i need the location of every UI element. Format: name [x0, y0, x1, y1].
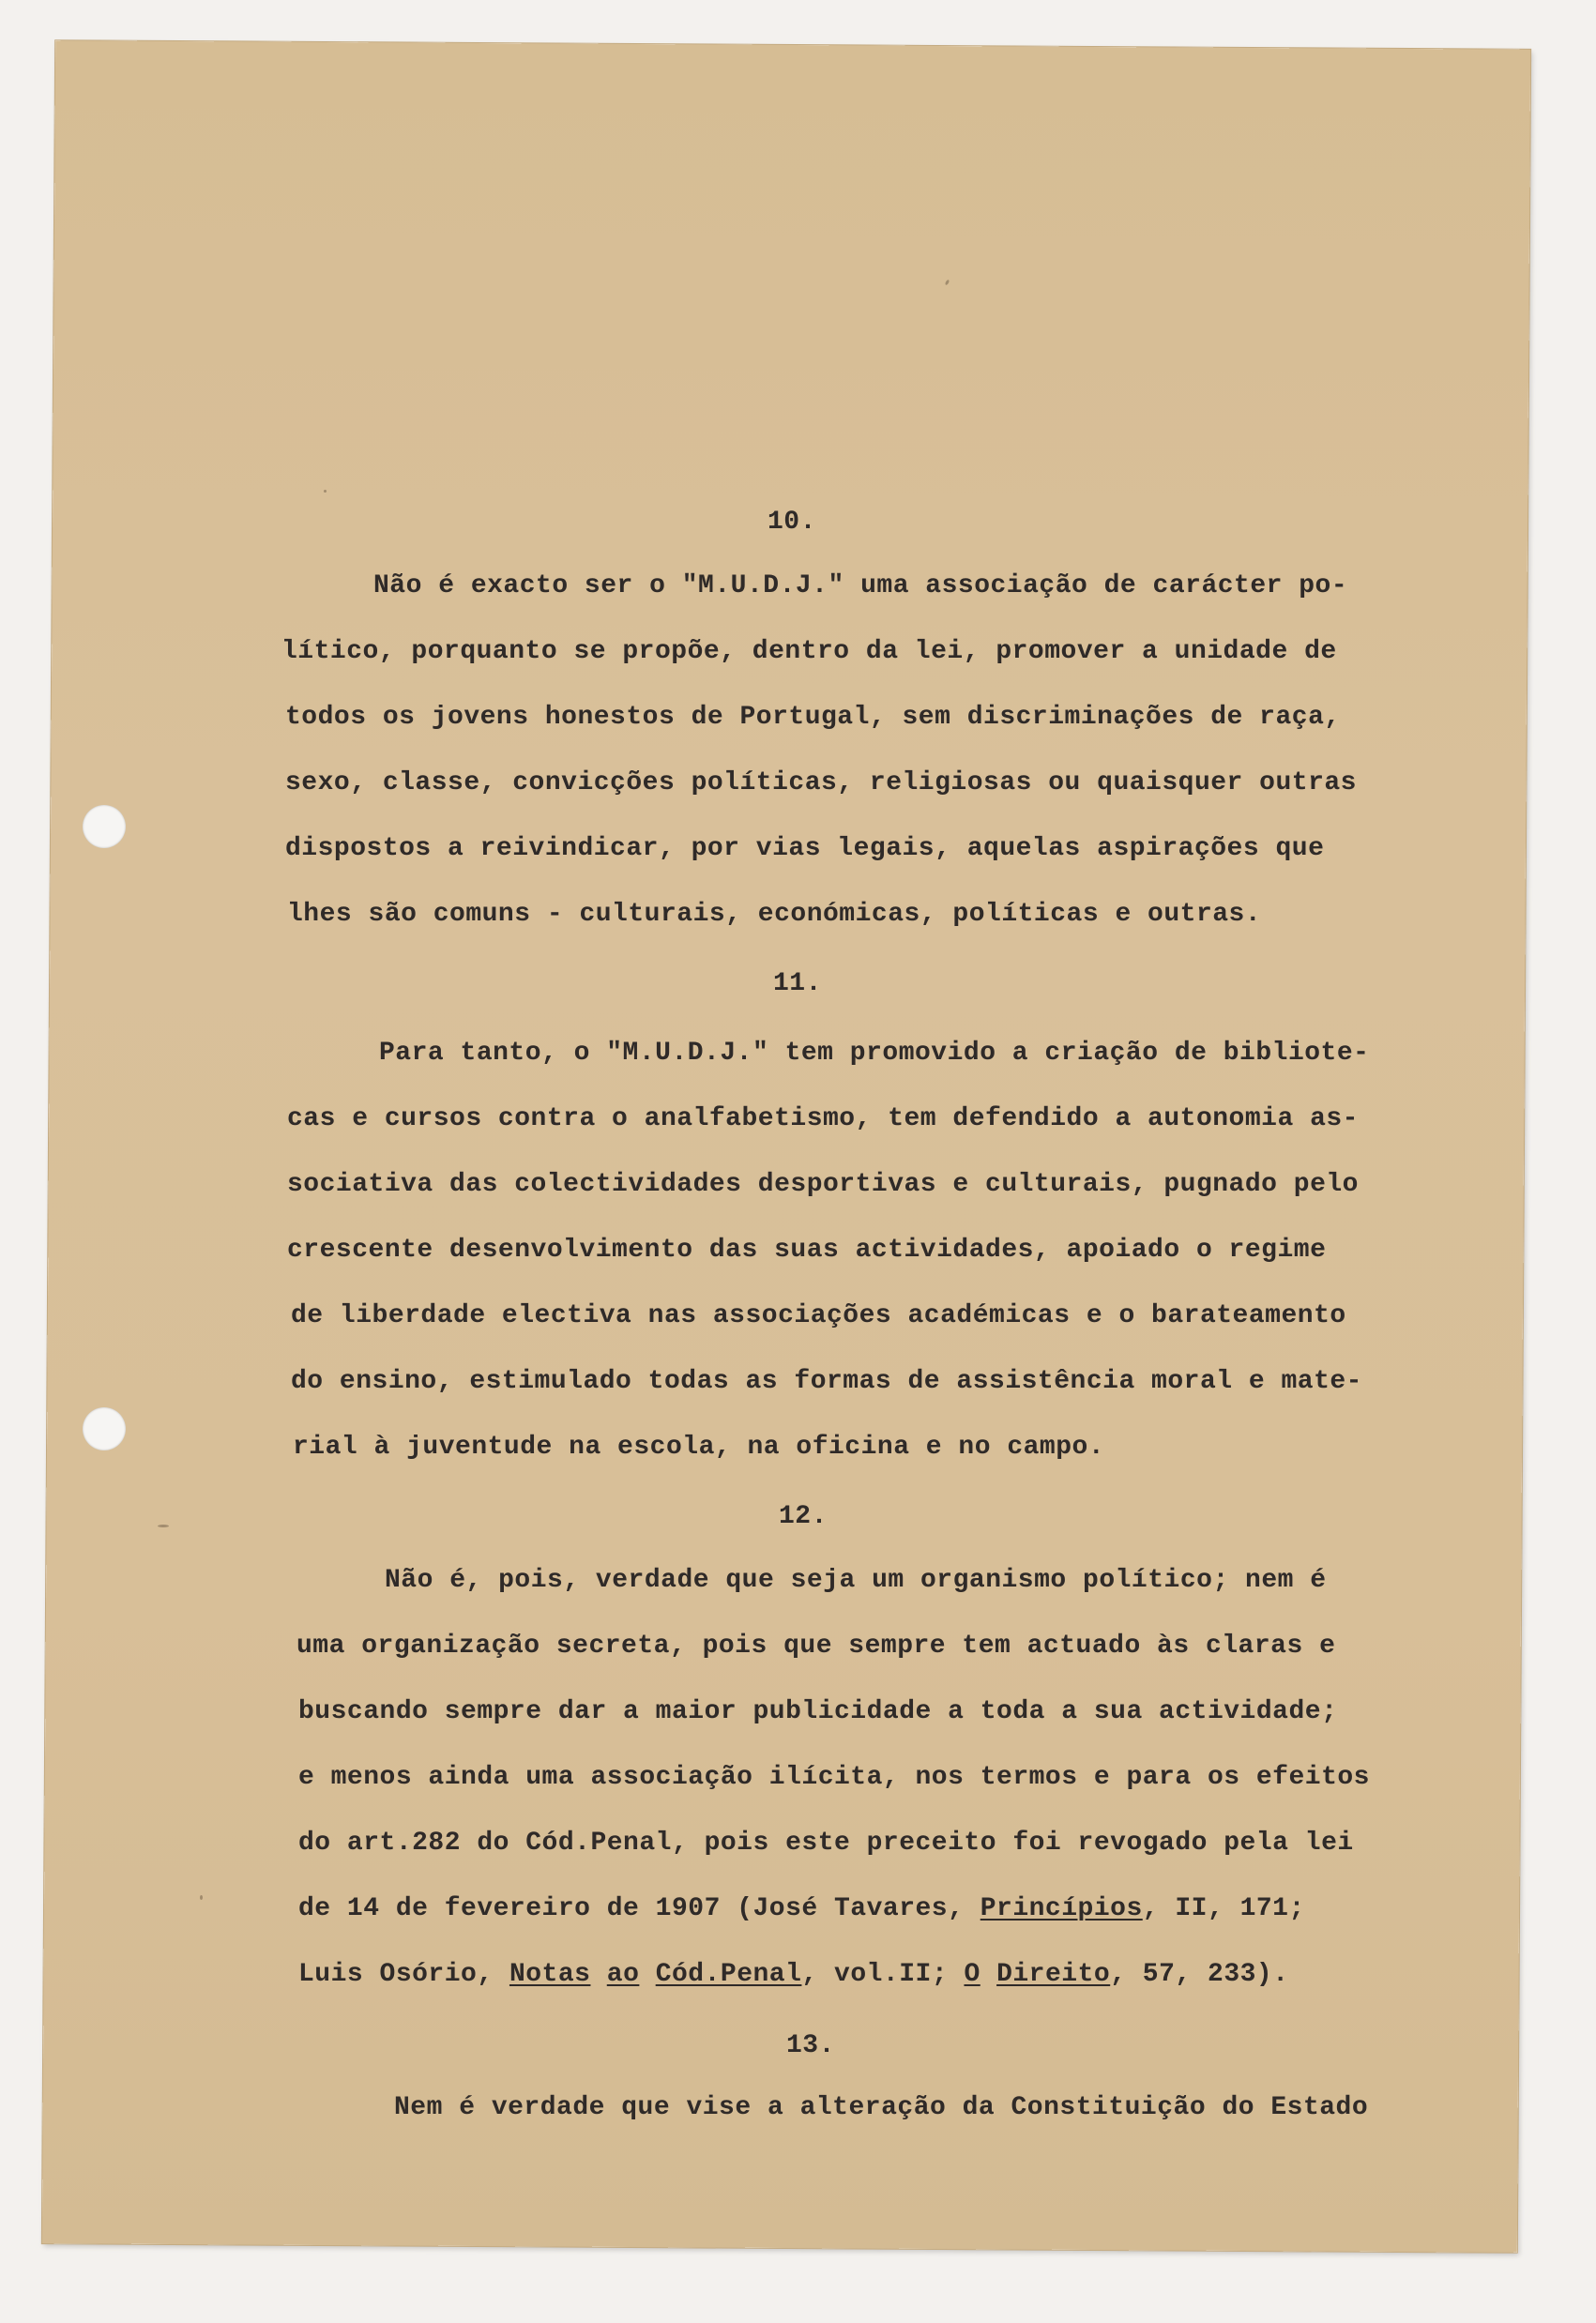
book-title: Cód.Penal — [655, 1960, 802, 1989]
paragraph-line: e menos ainda uma associação ilícita, nos termos e para os efeitos — [298, 1763, 1370, 1792]
citation-line — [298, 1893, 1305, 1925]
paragraph-line: lhes são comuns - culturais, económicas, políticas e outras. — [287, 900, 1262, 929]
citation-text: , 57, 233). — [1110, 1960, 1289, 1989]
space — [639, 1960, 655, 1989]
paragraph-line: de liberdade electiva nas associações académicas e o barateamento — [291, 1301, 1346, 1330]
paragraph-line: buscando sempre dar a maior publicidade a toda a sua actividade; — [298, 1697, 1338, 1726]
paragraph-line: Nem é verdade que vise a alteração da Constituição do Estado — [394, 2093, 1369, 2122]
space — [980, 1960, 996, 1989]
citation-text: , vol.II; — [801, 1960, 965, 1989]
paragraph-line: cas e cursos contra o analfabetismo, tem defendido a autonomia as- — [287, 1104, 1359, 1133]
paragraph-line: uma organização secreta, pois que sempre tem actuado às claras e — [296, 1632, 1336, 1661]
journal-title: Direito — [996, 1960, 1111, 1989]
section-number: 13. — [786, 2031, 835, 2060]
space — [590, 1960, 606, 1989]
book-title: Notas — [509, 1960, 591, 1989]
section-number: 10. — [768, 508, 816, 537]
paragraph-line: rial à juventude na escola, na oficina e no campo. — [293, 1433, 1105, 1462]
citation-text: de 14 de fevereiro de 1907 (José Tavares, — [298, 1894, 980, 1923]
section-number: 12. — [779, 1502, 828, 1531]
citation-text: Luis Osório, — [298, 1960, 509, 1989]
book-title: Princípios — [980, 1894, 1143, 1923]
paragraph-line: lítico, porquanto se propõe, dentro da lei, promover a unidade de — [281, 637, 1337, 666]
paragraph-line: do ensino, estimulado todas as formas de assistência moral e mate- — [291, 1367, 1362, 1396]
paragraph-line: dispostos a reivindicar, por vias legais, aquelas aspirações que — [285, 834, 1325, 863]
book-title: ao — [606, 1960, 640, 1989]
paragraph-line: sexo, classe, convicções políticas, religiosas ou quaisquer outras — [285, 768, 1357, 797]
paragraph-line: Não é exacto ser o "M.U.D.J." uma associação de carácter po- — [373, 571, 1348, 600]
paragraph-line: crescente desenvolvimento das suas actividades, apoiado o regime — [287, 1236, 1327, 1265]
paragraph-line: Não é, pois, verdade que seja um organismo político; nem é — [385, 1566, 1327, 1595]
paragraph-line: todos os jovens honestos de Portugal, sem discriminações de raça, — [285, 703, 1341, 732]
paragraph-line: sociativa das colectividades desportivas e culturais, pugnado pelo — [287, 1170, 1359, 1199]
citation-text: , II, 171; — [1142, 1894, 1305, 1923]
paragraph-line: do art.282 do Cód.Penal, pois este preceito foi revogado pela lei — [298, 1829, 1354, 1858]
paragraph-line: Para tanto, o "M.U.D.J." tem promovido a criação de bibliote- — [379, 1039, 1370, 1068]
section-number: 11. — [773, 969, 822, 998]
journal-title: O — [964, 1960, 980, 1989]
citation-line — [298, 1959, 1289, 1991]
